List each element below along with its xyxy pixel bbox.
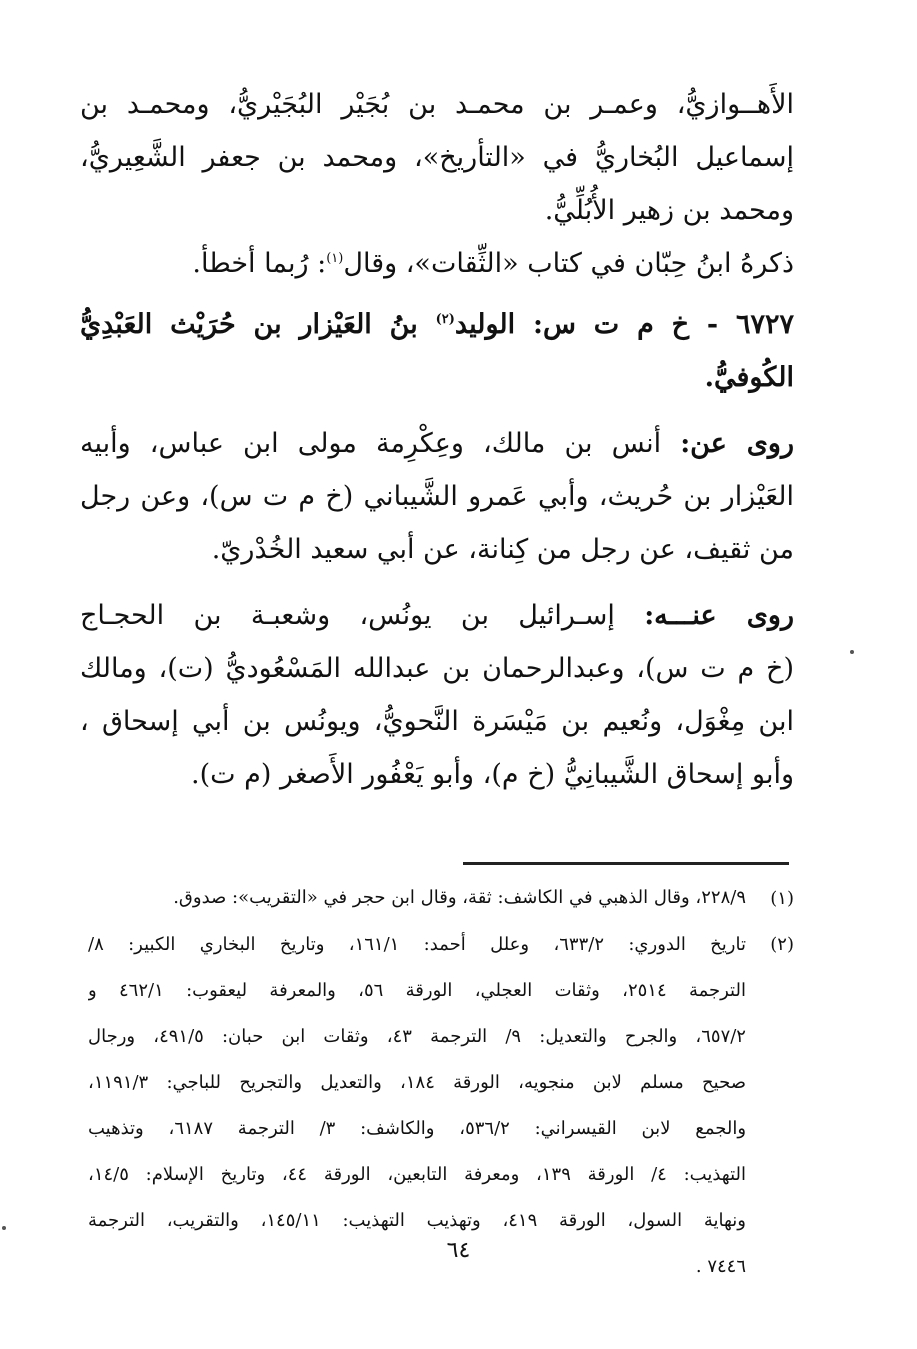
- footnote-1: [88, 876, 794, 922]
- text-line: (خ م ت س)، وعبدالرحمان بن عبدالله المَسْعُوديُّ (ت)، ومالك: [80, 653, 794, 684]
- footnote-body: [88, 922, 746, 1290]
- text-line: ومحمد بن زهير الأُبُلِّيُّ.: [544, 195, 794, 226]
- entry-heading-line2: الكُوفيُّ.: [704, 362, 794, 393]
- text-segment: : رُبما أخطأ.: [192, 248, 327, 279]
- footnote-divider: [463, 862, 789, 865]
- footnote-body: [88, 876, 746, 922]
- text-line: إسماعيل البُخاريُّ في «التأريخ»، ومحمد بن جعفر الشَّعِيريُّ،: [80, 142, 794, 173]
- entry-name: الوليد: [454, 309, 533, 340]
- entry-heading: [80, 298, 794, 351]
- footnotes: [88, 876, 794, 1290]
- page-number: ٦٤: [446, 1238, 471, 1263]
- footnote-ref-1: (١): [326, 251, 344, 266]
- text-line: ابن مِغْوَل، ونُعيم بن مَيْسَرة النَّحويُّ، ويونُس بن أبي إسحاق ،: [80, 706, 794, 737]
- narrated-by-label: روى عنـــه:: [644, 600, 794, 631]
- footnote-line: ونهاية السول، الورقة ٤١٩، وتهذيب التهذيب: ١٤٥/١١، والتقريب، الترجمة: [88, 1210, 746, 1231]
- text-line: وأبو إسحاق الشَّيبانِيُّ (خ م)، وأبو يَعْفُور الأَصغر (م ت).: [191, 759, 794, 790]
- scan-speck: [850, 650, 854, 654]
- text-segment: إسـرائيل بن يونُس، وشعبـة بن الحجـاج: [80, 600, 645, 631]
- text-line: العَيْزار بن حُريث، وأبي عَمرو الشَّيباني (خ م ت س)، وعن رجل: [80, 481, 794, 512]
- narrated-by-line: [80, 589, 794, 642]
- text-line: الأَهــوازيُّ، وعمـر بن محمـد بن بُجَيْر البُجَيْريُّ، ومحمـد بن: [80, 89, 794, 120]
- footnote-number: (١): [770, 888, 794, 909]
- footnote-line: تاريخ الدوري: ٦٣٣/٢، وعلل أحمد: ١٦١/١، وتاريخ البخاري الكبير: ٨/: [88, 934, 746, 955]
- entry-name-rest: بنُ العَيْزار بن حُرَيْث العَبْدِيُّ: [80, 309, 436, 340]
- footnote-line: ٢٢٨/٩، وقال الذهبي في الكاشف: ثقة، وقال ابن حجر في «التقريب»: صدوق.: [173, 887, 746, 908]
- ibn-hibban-note: [80, 237, 794, 290]
- entry-number: ٦٧٢٧ - خ م ت س:: [533, 309, 794, 340]
- footnote-line: ٦٥٧/٢، والجرح والتعديل: ٩/ الترجمة ٤٣، وثقات ابن حبان: ٤٩١/٥، ورجال: [88, 1026, 746, 1047]
- text-segment: أنس بن مالك، وعِكْرِمة مولى ابن عباس، وأبيه: [80, 428, 681, 459]
- narrated-from-label: روى عن:: [680, 428, 794, 459]
- footnote-line: ٧٤٤٦ .: [695, 1256, 746, 1277]
- footnote-line: التهذيب: ٤/ الورقة ١٣٩، ومعرفة التابعين، الورقة ٤٤، وتاريخ الإسلام: ١٤/٥،: [88, 1164, 746, 1185]
- narrated-from-line: [80, 417, 794, 470]
- scan-speck: [2, 1226, 6, 1230]
- main-text: [80, 78, 794, 801]
- footnote-line: والجمع لابن القيسراني: ٥٣٦/٢، والكاشف: ٣/ الترجمة ٦١٨٧، وتذهيب: [88, 1118, 746, 1139]
- footnote-number: (٢): [770, 934, 794, 955]
- footnote-2: [88, 922, 794, 1290]
- footnote-line: الترجمة ٢٥١٤، وثقات العجلي، الورقة ٥٦، والمعرفة ليعقوب: ٤٦٢/١ و: [88, 980, 746, 1001]
- footnote-ref-2: (٢): [435, 312, 455, 327]
- footnote-line: صحيح مسلم لابن منجويه، الورقة ١٨٤، والتعديل والتجريح للباجي: ١١٩١/٣،: [88, 1072, 746, 1093]
- text-line: من ثقيف، عن رجل من كِنانة، عن أبي سعيد الخُدْريّ.: [211, 534, 794, 565]
- text-segment: ذكرهُ ابنُ حِبّان في كتاب «الثِّقات»، وقال: [343, 248, 794, 279]
